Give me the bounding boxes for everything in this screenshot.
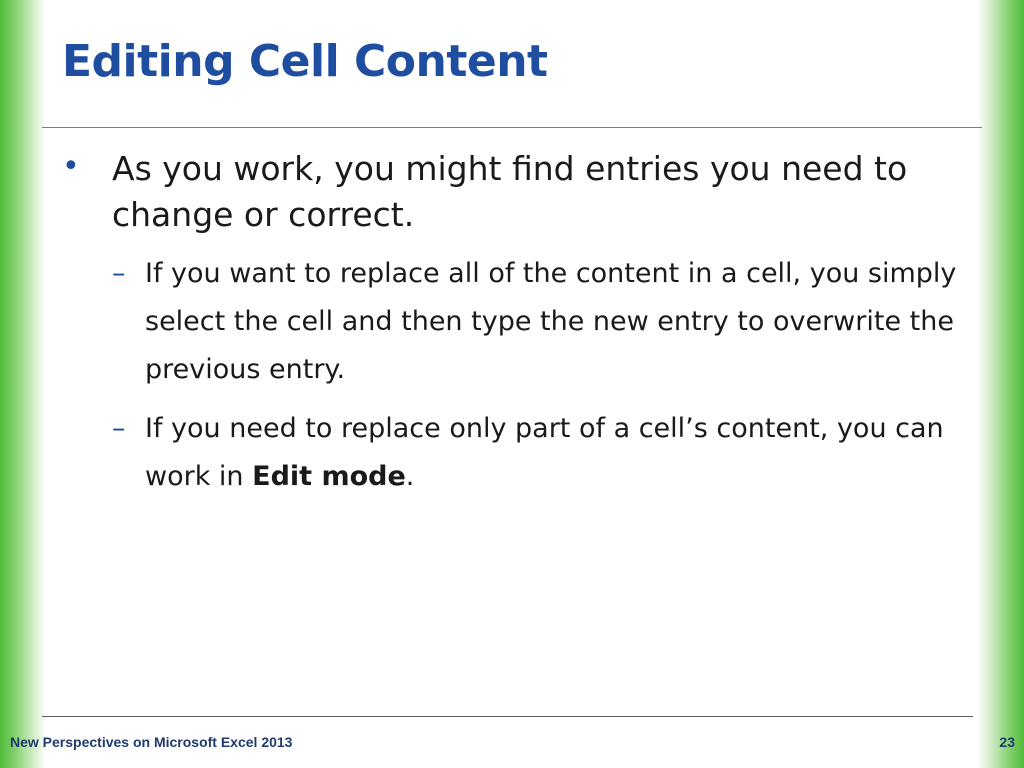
slide-title: Editing Cell Content xyxy=(62,36,548,87)
dash-marker-icon: – xyxy=(112,412,126,444)
sub-bullet-item xyxy=(62,405,974,501)
sub-bullet-text: If you need to replace only part of a cell’s content, you can work in xyxy=(145,412,944,492)
footer-course-title: New Perspectives on Microsoft Excel 2013 xyxy=(10,734,293,750)
edit-mode-term: Edit mode xyxy=(252,460,406,492)
bullet-item xyxy=(62,146,974,238)
right-green-border xyxy=(978,0,1024,768)
title-divider xyxy=(42,127,982,128)
slide-body xyxy=(62,146,974,511)
footer-divider xyxy=(42,716,973,717)
sub-bullet-item xyxy=(62,250,974,394)
sub-bullet-text-end: . xyxy=(405,460,415,492)
bullet-text: As you work, you might find entries you need to change or correct. xyxy=(112,149,908,235)
left-green-border xyxy=(0,0,46,768)
dash-marker-icon: – xyxy=(112,258,126,290)
slide-number: 23 xyxy=(999,734,1015,750)
bullet-marker-icon: • xyxy=(62,149,80,184)
sub-bullet-text: If you want to replace all of the content in a cell, you simply select the cell and then type the new entry to overwrite the previous entry. xyxy=(145,258,957,386)
